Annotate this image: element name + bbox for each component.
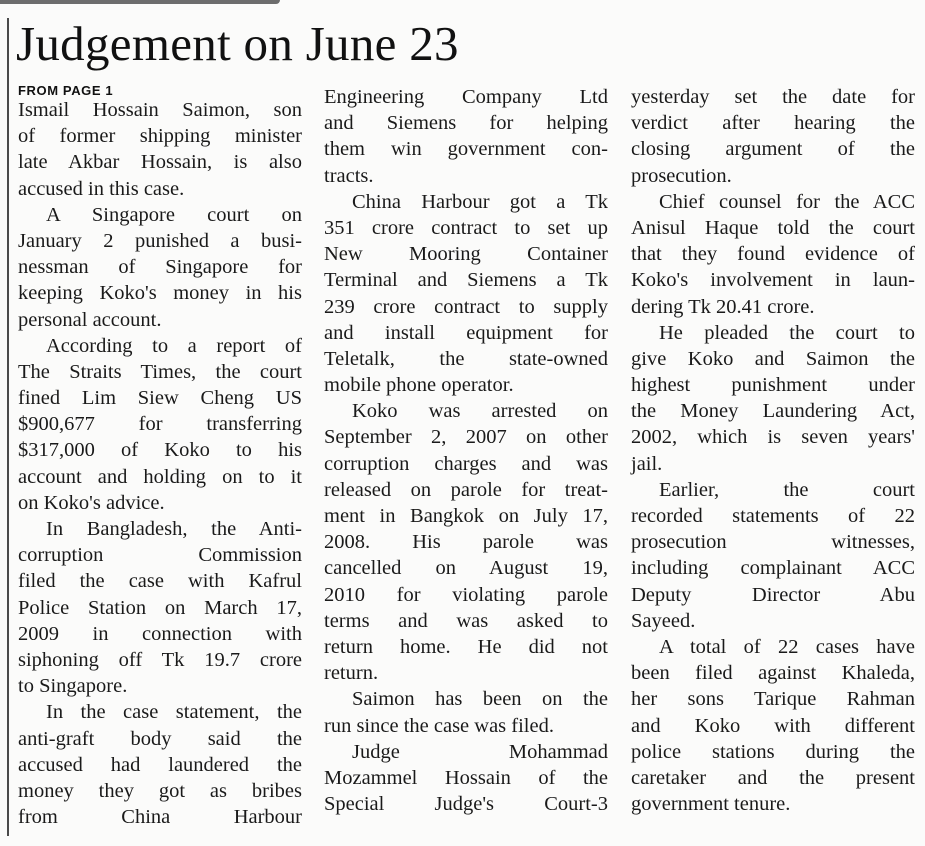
- text-line: Deputy Director Abu: [631, 583, 915, 606]
- text-line: caretaker and the present: [631, 766, 915, 789]
- text-line: keeping Koko's money in his: [18, 282, 302, 305]
- text-line: filed the case with Kafrul: [18, 570, 302, 593]
- text-line: According to a report of: [46, 334, 302, 357]
- text-line: 239 crore contract to supply: [324, 295, 608, 318]
- text-line: recorded statements of 22: [631, 505, 915, 527]
- text-line: from China Harbour: [18, 806, 302, 829]
- article-column-2: [324, 84, 608, 817]
- text-line: $900,677 for transferring: [18, 413, 302, 436]
- text-line: nessman of Singapore for: [18, 256, 302, 279]
- text-line: terms and was asked to: [324, 609, 608, 632]
- text-line: dering Tk 20.41 crore.: [631, 295, 815, 318]
- text-line: September 2, 2007 on other: [324, 426, 608, 449]
- text-line: yesterday set the date for: [631, 86, 915, 108]
- text-line: Police Station on March 17,: [18, 596, 302, 619]
- text-line: A Singapore court on: [46, 203, 302, 226]
- text-line: siphoning off Tk 19.7 crore: [18, 648, 302, 671]
- text-line: Teletalk, the state-owned: [324, 347, 608, 370]
- text-line: including complainant ACC: [631, 557, 915, 580]
- text-line: prosecution witnesses,: [631, 531, 915, 554]
- text-line: Koko's involvement in laun-: [631, 269, 915, 292]
- text-line: $317,000 of Koko to his: [18, 439, 302, 462]
- text-line: Ismail Hossain Saimon, son: [18, 99, 302, 121]
- text-line: The Straits Times, the court: [18, 360, 302, 383]
- text-line: highest punishment under: [631, 374, 915, 397]
- text-line: the Money Laundering Act,: [631, 400, 915, 423]
- column-1-lines: [18, 97, 302, 830]
- text-line: been filed against Khaleda,: [631, 662, 915, 685]
- text-line: to Singapore.: [18, 675, 128, 698]
- text-line: verdict after hearing the: [631, 112, 915, 135]
- text-line: 2009 in connection with: [18, 622, 302, 645]
- text-line: run since the case was filed.: [324, 714, 554, 737]
- text-line: Earlier, the court: [659, 478, 915, 501]
- text-line: 2008. His parole was: [324, 531, 608, 554]
- text-line: corruption Commission: [18, 544, 302, 567]
- text-line: Terminal and Siemens a Tk: [324, 269, 608, 292]
- text-line: Saimon has been on the: [352, 688, 608, 711]
- text-line: them win government con-: [324, 138, 608, 161]
- text-line: return home. He did not: [324, 635, 608, 658]
- text-line: of former shipping minister: [18, 125, 302, 148]
- text-line: account and holding on to it: [18, 465, 302, 488]
- text-line: 2010 for violating parole: [324, 583, 608, 606]
- text-line: anti-graft body said the: [18, 727, 302, 750]
- text-line: Judge Mohammad: [352, 740, 608, 763]
- text-line: In the case statement, the: [46, 701, 302, 724]
- text-line: China Harbour got a Tk: [352, 190, 608, 213]
- text-line: and Koko with different: [631, 714, 915, 737]
- text-line: 2002, which is seven years': [631, 426, 915, 449]
- text-line: personal account.: [18, 308, 162, 331]
- left-column-rule: [7, 18, 9, 836]
- text-line: corruption charges and was: [324, 452, 608, 475]
- text-line: Koko was arrested on: [352, 400, 608, 423]
- text-line: Chief counsel for the ACC: [659, 190, 915, 213]
- text-line: cancelled on August 19,: [324, 557, 608, 580]
- text-line: closing argument of the: [631, 138, 915, 161]
- text-line: and Siemens for helping: [324, 112, 608, 135]
- text-line: Engineering Company Ltd: [324, 86, 608, 108]
- text-line: fined Lim Siew Cheng US: [18, 387, 302, 410]
- article-column-3: [631, 84, 915, 817]
- text-line: released on parole for treat-: [324, 478, 608, 501]
- text-line: police stations during the: [631, 740, 915, 763]
- kicker-from-page-1: FROM PAGE 1: [18, 83, 114, 98]
- text-line: accused in this case.: [18, 177, 185, 200]
- text-line: that they found evidence of: [631, 243, 915, 266]
- text-line: In Bangladesh, the Anti-: [46, 518, 302, 540]
- text-line: government tenure.: [631, 793, 791, 816]
- text-line: her sons Tarique Rahman: [631, 688, 915, 711]
- article-column-1: [18, 84, 302, 830]
- top-border-rule: [0, 0, 280, 4]
- column-2-lines: [324, 84, 608, 817]
- text-line: jail.: [631, 452, 663, 475]
- text-line: tracts.: [324, 164, 374, 187]
- text-line: A total of 22 cases have: [659, 635, 915, 658]
- text-line: ment in Bangkok on July 17,: [324, 505, 608, 527]
- text-line: and install equipment for: [324, 321, 608, 344]
- text-line: return.: [324, 662, 379, 685]
- text-line: Anisul Haque told the court: [631, 216, 915, 239]
- text-line: Special Judge's Court-3: [324, 793, 608, 816]
- text-line: money they got as bribes: [18, 779, 302, 802]
- text-line: 351 crore contract to set up: [324, 216, 608, 239]
- column-3-lines: [631, 84, 915, 817]
- text-line: January 2 punished a busi-: [18, 229, 302, 252]
- headline: Judgement on June 23: [16, 16, 459, 71]
- text-line: He pleaded the court to: [659, 321, 915, 344]
- text-line: New Mooring Container: [324, 243, 608, 266]
- text-line: mobile phone operator.: [324, 374, 514, 397]
- text-line: Mozammel Hossain of the: [324, 766, 608, 789]
- text-line: late Akbar Hossain, is also: [18, 151, 302, 174]
- text-line: prosecution.: [631, 164, 732, 187]
- text-line: Sayeed.: [631, 609, 696, 632]
- text-line: on Koko's advice.: [18, 491, 165, 514]
- text-line: accused had laundered the: [18, 753, 302, 776]
- text-line: give Koko and Saimon the: [631, 347, 915, 370]
